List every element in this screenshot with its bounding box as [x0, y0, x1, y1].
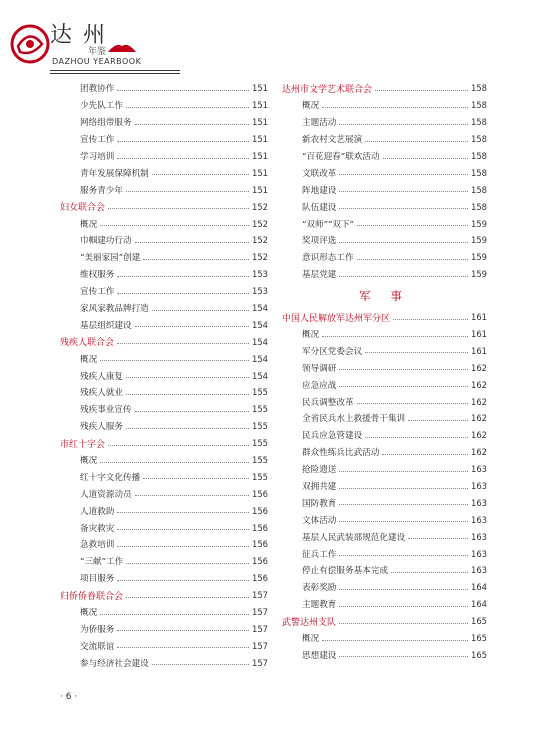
toc-page-number: 162: [471, 396, 487, 407]
toc-entry-label: 基层党建: [302, 270, 337, 281]
toc-entry[interactable]: [60, 418, 268, 435]
toc-entry[interactable]: [60, 114, 268, 131]
dot-leader: [135, 495, 249, 496]
toc-entry[interactable]: [282, 266, 487, 283]
toc-page-number: 162: [471, 413, 487, 424]
toc-entry[interactable]: [282, 181, 487, 198]
toc-entry-label: 学习培训: [80, 152, 115, 162]
dot-leader: [143, 259, 249, 260]
toc-entry-label: 巾帼建功行动: [80, 236, 132, 247]
toc-page-number: 153: [252, 286, 268, 297]
dot-leader: [339, 471, 468, 472]
toc-entry[interactable]: [60, 485, 268, 502]
dot-leader: [126, 394, 249, 395]
toc-entry-label: 民兵调整改革: [302, 397, 354, 408]
toc-page-number: 152: [252, 201, 268, 212]
dot-leader: [100, 225, 249, 226]
toc-entry-label: 基层组织建设: [80, 320, 132, 331]
toc-entry[interactable]: [60, 300, 268, 317]
toc-entry[interactable]: [282, 444, 487, 461]
toc-entry[interactable]: [60, 316, 268, 333]
toc-entry-label: 国防教育: [302, 498, 337, 509]
toc-entry[interactable]: [60, 80, 268, 97]
dot-leader: [126, 107, 249, 108]
toc-page-number: 158: [471, 201, 487, 212]
toc-page-number: 154: [252, 370, 268, 381]
toc-page-number: 151: [252, 167, 268, 178]
toc-page-number: 159: [471, 235, 487, 246]
dot-leader: [117, 529, 249, 530]
toc-section-heading[interactable]: [60, 587, 268, 604]
toc-entry[interactable]: [60, 97, 268, 114]
toc-entry-label: 民兵应急管建设: [302, 431, 363, 442]
dot-leader: [117, 343, 249, 344]
toc-page-number: 151: [252, 83, 268, 94]
dot-leader: [339, 504, 468, 505]
toc-entry-label: 残疾事业宣传: [80, 405, 132, 416]
toc-entry[interactable]: [60, 384, 268, 401]
toc-page-number: 162: [471, 447, 487, 458]
dot-leader: [339, 656, 468, 657]
toc-page-number: 158: [471, 151, 487, 161]
dot-leader: [339, 276, 468, 277]
toc-entry-label: 停止有偿服务基本完成: [302, 566, 388, 577]
toc-entry[interactable]: [282, 232, 487, 249]
toc-entry-label: 概况: [302, 330, 320, 341]
toc-entry-label: 概况: [80, 608, 98, 619]
toc-entry[interactable]: [282, 528, 487, 545]
toc-right-column: [282, 80, 487, 663]
toc-page-number: 165: [471, 649, 487, 660]
toc-entry-label: 妇女联合会: [60, 203, 106, 214]
toc-page-number: 157: [252, 607, 268, 618]
toc-page-number: 161: [471, 312, 487, 323]
toc-section-heading[interactable]: [60, 333, 268, 350]
dot-leader: [117, 158, 249, 159]
toc-entry-label: 主题活动: [302, 118, 337, 129]
dot-leader: [117, 580, 249, 581]
toc-page-number: 159: [471, 252, 487, 263]
toc-page-number: 161: [471, 345, 487, 356]
toc-entry[interactable]: [282, 494, 487, 511]
dot-leader: [100, 614, 249, 615]
toc-section-heading[interactable]: [282, 80, 487, 97]
toc-entry[interactable]: [282, 215, 487, 232]
toc-entry-label: 红十字文化传播: [80, 472, 141, 483]
toc-entry-label: 新农村文艺展演: [302, 135, 363, 146]
toc-entry[interactable]: [60, 401, 268, 418]
toc-entry[interactable]: [60, 367, 268, 384]
toc-entry-label: 宣传工作: [80, 135, 115, 146]
toc-entry-label: 军分区党委会议: [302, 346, 363, 357]
dot-leader: [135, 242, 249, 243]
toc-page-number: 153: [252, 269, 268, 280]
dot-leader: [322, 640, 468, 641]
dot-leader: [108, 208, 249, 209]
toc-entry[interactable]: [60, 164, 268, 181]
toc-page-number: 163: [471, 497, 487, 508]
toc-entry[interactable]: [60, 181, 268, 198]
toc-page-number: 157: [252, 657, 268, 668]
toc-entry-label: 主题教育: [302, 600, 337, 611]
dot-leader: [339, 521, 468, 522]
dot-leader: [126, 597, 249, 598]
toc-entry[interactable]: [282, 342, 487, 359]
toc-page-number: 165: [471, 633, 487, 644]
toc-entry-label: 征兵工作: [302, 549, 337, 560]
toc-entry-label: 参与经济社会建设: [80, 658, 149, 669]
toc-entry[interactable]: [60, 283, 268, 300]
toc-entry[interactable]: [60, 266, 268, 283]
toc-entry-label: 概况: [302, 101, 320, 112]
dot-leader: [152, 664, 249, 665]
toc-entry[interactable]: [282, 393, 487, 410]
toc-section-heading[interactable]: [60, 198, 268, 215]
toc-entry[interactable]: [60, 148, 268, 165]
dot-leader: [339, 623, 468, 624]
toc-page-number: 158: [471, 83, 487, 94]
toc-entry-label: 概况: [80, 456, 98, 467]
dot-leader: [339, 488, 468, 489]
dot-leader: [135, 411, 249, 412]
toc-entry-label: 领导调研: [302, 363, 337, 374]
toc-entry-label: 全省民兵水上救援骨干集训: [302, 414, 406, 425]
toc-page-number: 151: [252, 100, 268, 111]
dot-leader: [357, 259, 468, 260]
toc-entry-label: “双师”“双下”: [302, 219, 354, 230]
yearbook-label: 年鉴: [88, 47, 107, 57]
toc-page-number: 163: [471, 481, 487, 492]
toc-page-number: 156: [252, 556, 268, 567]
toc-entry[interactable]: [282, 359, 487, 376]
toc-entry-label: 抢险遗送: [302, 465, 337, 476]
dot-leader: [135, 326, 249, 327]
toc-page-number: 158: [471, 100, 487, 111]
toc-page-number: 151: [252, 117, 268, 128]
toc-entry[interactable]: [60, 570, 268, 587]
toc-entry-label: 表彰奖励: [302, 583, 337, 594]
toc-page-number: 151: [252, 184, 268, 195]
toc-entry-label: 队伍建设: [302, 202, 337, 213]
toc-entry[interactable]: [282, 249, 487, 266]
toc-entry-label: 家风家教品牌打造: [80, 304, 149, 315]
toc-entry-label: 服务青少年: [80, 185, 123, 196]
toc-entry-label: 群众性练兵比武活动: [302, 448, 380, 459]
toc-section-heading[interactable]: [60, 435, 268, 452]
mountain-mark-icon: [108, 42, 136, 52]
toc-page-number: 155: [252, 438, 268, 449]
toc-entry-label: 急救培训: [80, 540, 115, 551]
toc-page-number: 154: [252, 303, 268, 314]
toc-entry-label: 意识形态工作: [302, 253, 354, 264]
toc-page-number: 151: [252, 134, 268, 145]
toc-entry-label: 市红十字会: [60, 439, 106, 450]
toc-entry-label: 残疾人就业: [80, 388, 123, 399]
header-rule-2: [50, 73, 180, 74]
dot-leader: [382, 454, 468, 455]
toc-entry-label: 残疾人服务: [80, 422, 123, 433]
toc-page-number: 151: [252, 151, 268, 161]
dot-leader: [339, 242, 468, 243]
toc-entry-label: 双拥共建: [302, 482, 337, 493]
toc-page-number: 154: [252, 353, 268, 364]
toc-entry[interactable]: [282, 410, 487, 427]
page-number: · 6 ·: [60, 692, 78, 702]
toc-page-number: 154: [252, 336, 268, 347]
toc-entry-label: 人道资源动员: [80, 489, 132, 500]
toc-entry-label: 宣传工作: [80, 287, 115, 298]
dot-leader: [126, 377, 249, 378]
toc-entry-label: 应急应战: [302, 380, 337, 391]
toc-entry[interactable]: [282, 511, 487, 528]
toc-entry[interactable]: [282, 198, 487, 215]
dot-leader: [408, 538, 468, 539]
toc-entry-label: 阵地建设: [302, 185, 337, 196]
toc-page-number: 158: [471, 134, 487, 145]
toc-entry[interactable]: [60, 637, 268, 654]
toc-page-number: 164: [471, 599, 487, 610]
toc-entry[interactable]: [60, 654, 268, 671]
toc-page-number: 161: [471, 329, 487, 340]
toc-page-number: 162: [471, 430, 487, 441]
dot-leader: [117, 630, 249, 631]
dot-leader: [365, 352, 468, 353]
toc-page-number: 162: [471, 362, 487, 373]
toc-entry-label: 奖项评选: [302, 236, 337, 247]
dot-leader: [117, 90, 249, 91]
toc-entry-label: 为侨服务: [80, 624, 115, 635]
header-rule: [50, 70, 180, 71]
toc-page-number: 157: [252, 590, 268, 601]
toc-entry[interactable]: [282, 579, 487, 596]
toc-entry[interactable]: [60, 249, 268, 266]
toc-page-number: 155: [252, 455, 268, 466]
dot-leader: [126, 563, 249, 564]
toc-page-number: 164: [471, 582, 487, 593]
toc-entry[interactable]: [282, 630, 487, 647]
toc-entry[interactable]: [282, 562, 487, 579]
toc-entry[interactable]: [282, 164, 487, 181]
dot-leader: [339, 208, 468, 209]
page-header: [0, 0, 557, 80]
toc-entry-label: 概况: [80, 354, 98, 365]
toc-entry[interactable]: [282, 97, 487, 114]
toc-entry-label: 维权服务: [80, 270, 115, 281]
logo-title: 达 州: [50, 23, 107, 48]
dot-leader: [117, 647, 249, 648]
toc-entry-label: 网络组带服务: [80, 118, 132, 129]
dot-leader: [100, 462, 249, 463]
dot-leader: [339, 606, 468, 607]
toc-entry[interactable]: [60, 621, 268, 638]
dot-leader: [135, 124, 249, 125]
toc-entry[interactable]: [282, 427, 487, 444]
toc-entry-label: 基层人民武装部规范化建设: [302, 532, 406, 543]
toc-entry-label: 团教协作: [80, 84, 115, 95]
dot-leader: [152, 174, 249, 175]
toc-entry[interactable]: [60, 519, 268, 536]
toc-entry[interactable]: [282, 478, 487, 495]
toc-page-number: 163: [471, 565, 487, 576]
toc-page-number: 162: [471, 379, 487, 390]
toc-page-number: 155: [252, 387, 268, 398]
dot-leader: [383, 158, 468, 159]
toc-entry[interactable]: [60, 131, 268, 148]
dot-leader: [339, 386, 468, 387]
toc-entry-label: 人道救助: [80, 506, 115, 517]
toc-entry[interactable]: [60, 553, 268, 570]
toc-page-number: 163: [471, 464, 487, 475]
dot-leader: [100, 360, 249, 361]
toc-entry[interactable]: [282, 647, 487, 664]
toc-entry[interactable]: [282, 461, 487, 478]
toc-entry-label: “三献”工作: [80, 557, 124, 568]
dot-leader: [117, 141, 249, 142]
toc-page-number: 152: [252, 218, 268, 229]
toc-page-number: 159: [471, 218, 487, 229]
dot-leader: [117, 546, 249, 547]
toc-page-number: 155: [252, 421, 268, 432]
dot-leader: [339, 589, 468, 590]
toc-page-number: 155: [252, 471, 268, 482]
toc-page-number: 152: [252, 235, 268, 246]
dot-leader: [339, 191, 468, 192]
toc-page-number: 157: [252, 623, 268, 634]
toc-entry-label: 武警达州支队: [282, 617, 337, 628]
toc-page-number: 165: [471, 616, 487, 627]
dot-leader: [391, 572, 468, 573]
toc-page-number: 158: [471, 167, 487, 178]
toc-entry[interactable]: [282, 545, 487, 562]
toc-section-heading[interactable]: [282, 613, 487, 630]
dot-leader: [126, 428, 249, 429]
section-title: 军 事: [359, 288, 410, 303]
toc-page-number: 156: [252, 539, 268, 550]
dot-leader: [365, 437, 468, 438]
toc-page-number: 158: [471, 184, 487, 195]
toc-entry-label: 概况: [302, 634, 320, 645]
toc-entry[interactable]: [60, 502, 268, 519]
toc-entry-label: 文联改革: [302, 168, 337, 179]
toc-page-number: 156: [252, 522, 268, 533]
toc-entry[interactable]: [60, 232, 268, 249]
toc-entry[interactable]: [282, 326, 487, 343]
toc-page-number: 158: [471, 117, 487, 128]
toc-entry[interactable]: [282, 596, 487, 613]
toc-page-number: 163: [471, 514, 487, 525]
toc-page-number: 159: [471, 269, 487, 280]
dot-leader: [357, 403, 468, 404]
dot-leader: [117, 512, 249, 513]
toc-page-number: 163: [471, 531, 487, 542]
toc-entry[interactable]: [60, 350, 268, 367]
toc-page-number: 154: [252, 319, 268, 330]
toc-entry[interactable]: [60, 604, 268, 621]
dot-leader: [339, 124, 468, 125]
toc-entry[interactable]: [60, 215, 268, 232]
dot-leader: [143, 478, 249, 479]
dot-leader: [322, 107, 468, 108]
toc-entry[interactable]: [60, 536, 268, 553]
dot-leader: [117, 276, 249, 277]
toc-page-number: 163: [471, 548, 487, 559]
toc-entry-label: 少先队工作: [80, 101, 123, 112]
toc-entry-label: 文体活动: [302, 515, 337, 526]
dot-leader: [375, 90, 468, 91]
toc-entry-label: 达州市文学艺术联合会: [282, 84, 373, 95]
dot-leader: [339, 369, 468, 370]
toc-page-number: 157: [252, 640, 268, 651]
toc-entry[interactable]: [282, 376, 487, 393]
toc-left-column: [60, 80, 268, 671]
toc-entry-label: 思想建设: [302, 650, 337, 661]
toc-entry[interactable]: [60, 468, 268, 485]
toc-entry-label: 残疾人康复: [80, 371, 123, 382]
toc-page-number: 156: [252, 573, 268, 584]
toc-entry-label: 归侨侨眷联合会: [60, 591, 124, 602]
dot-leader: [108, 445, 249, 446]
toc-entry-label: 备灾救灾: [80, 523, 115, 534]
dazhou-logo-icon: [8, 22, 52, 66]
dot-leader: [408, 420, 468, 421]
dot-leader: [339, 555, 468, 556]
toc-entry-label: 青年发展保障机制: [80, 168, 149, 179]
toc-entry-label: 交流联谊: [80, 641, 115, 652]
dot-leader: [126, 191, 249, 192]
dot-leader: [365, 141, 468, 142]
toc-page-number: 156: [252, 488, 268, 499]
toc-entry-label: 概况: [80, 219, 98, 230]
toc-section-heading[interactable]: [282, 309, 487, 326]
dot-leader: [117, 293, 249, 294]
toc-entry-label: 项目服务: [80, 574, 115, 585]
toc-entry-label: 中国人民解放军达州军分区: [282, 313, 391, 324]
dot-leader: [339, 174, 468, 175]
dot-leader: [357, 225, 468, 226]
toc-page-number: 155: [252, 404, 268, 415]
dot-leader: [393, 319, 468, 320]
toc-entry[interactable]: [282, 114, 487, 131]
toc-entry-label: 残疾人联合会: [60, 338, 115, 349]
english-title: DAZHOU YEARBOOK: [52, 57, 142, 66]
dot-leader: [152, 310, 249, 311]
dot-leader: [322, 336, 468, 337]
toc-entry[interactable]: [282, 131, 487, 148]
toc-page-number: 156: [252, 505, 268, 516]
toc-entry-label: “美丽家园”创建: [80, 253, 141, 264]
toc-page-number: 152: [252, 252, 268, 263]
toc-entry[interactable]: [60, 452, 268, 469]
toc-entry[interactable]: [282, 148, 487, 165]
toc-entry-label: “百花迎春”联欢活动: [302, 152, 380, 162]
